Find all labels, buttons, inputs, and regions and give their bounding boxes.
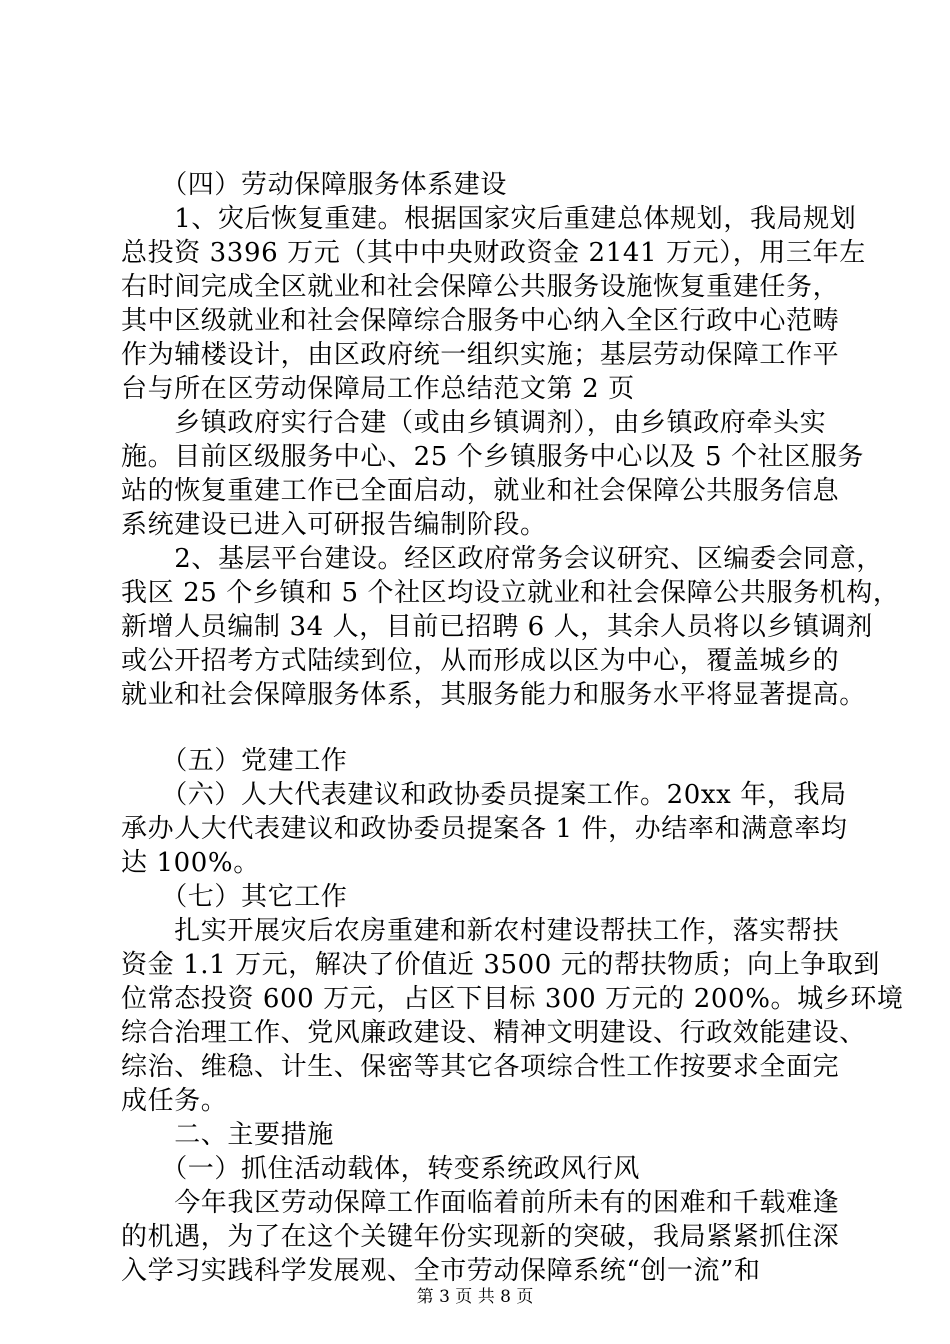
paragraph-line: 右时间完成全区就业和社会保障公共服务设施恢复重建任务， [121,272,840,302]
page-number-label: 第 3 页 共 8 页 [416,1287,534,1307]
heading-main-measures: 二、主要措施 [121,1120,334,1150]
paragraph-line: 的机遇，为了在这个关键年份实现新的突破，我局紧紧抓住深 [121,1222,840,1252]
paragraph-gap [121,712,836,744]
paragraph-line: 就业和社会保障服务体系，其服务能力和服务水平将显著提高。 [121,680,866,710]
heading-activity-carrier: （一）抓住活动载体，转变系统政风行风 [121,1154,641,1184]
paragraph-line: 我区 25 个乡镇和 5 个社区均设立就业和社会保障公共服务机构， [121,578,900,608]
section-1 [121,168,900,712]
paragraph-line: 2、基层平台建设。经区政府常务会议研究、区编委会同意， [121,544,883,574]
paragraph-line: 施。目前区级服务中心、25 个乡镇服务中心以及 5 个社区服务 [121,442,865,472]
paragraph-line: 新增人员编制 34 人，目前已招聘 6 人，其余人员将以乡镇调剂 [121,612,873,642]
paragraph-line: 承办人大代表建议和政协委员提案各 1 件，办结率和满意率均 [121,814,848,844]
paragraph-line: 或公开招考方式陆续到位，从而形成以区为中心，覆盖城乡的 [121,646,840,676]
paragraph-line: 今年我区劳动保障工作面临着前所未有的困难和千载难逢 [121,1188,840,1218]
paragraph-line: 台与所在区劳动保障局工作总结范文第 2 页 [121,374,635,404]
paragraph-line: 综治、维稳、计生、保密等其它各项综合性工作按要求全面完 [121,1052,840,1082]
paragraph-line: 扎实开展灾后农房重建和新农村建设帮扶工作，落实帮扶 [121,916,840,946]
paragraph-line: 成任务。 [121,1086,228,1116]
page-footer [0,1286,950,1308]
heading-labor-service-system: （四）劳动保障服务体系建设 [121,170,508,200]
paragraph-line: 入学习实践科学发展观、全市劳动保障系统“创一流”和 [121,1256,761,1286]
heading-party-building: （五）党建工作 [121,746,348,776]
paragraph-line: 位常态投资 600 万元，占区下目标 300 万元的 200%。城乡环境 [121,984,904,1014]
paragraph-line: 乡镇政府实行合建（或由乡镇调剂），由乡镇政府牵头实 [121,408,827,438]
document-body [121,168,904,1288]
paragraph-line: 系统建设已进入可研报告编制阶段。 [121,510,547,540]
heading-other-work: （七）其它工作 [121,882,348,912]
paragraph-line: 总投资 3396 万元（其中中央财政资金 2141 万元），用三年左 [121,238,866,268]
paragraph-line: 站的恢复重建工作已全面启动，就业和社会保障公共服务信息 [121,476,840,506]
paragraph-line: 达 100%。 [121,848,260,878]
paragraph-line: 1、灾后恢复重建。根据国家灾后重建总体规划，我局规划 [121,204,857,234]
paragraph-line: 其中区级就业和社会保障综合服务中心纳入全区行政中心范畴 [121,306,840,336]
paragraph-line: 综合治理工作、党风廉政建设、精神文明建设、行政效能建设、 [121,1018,866,1048]
section-2 [121,744,904,1288]
paragraph-line: 作为辅楼设计，由区政府统一组织实施；基层劳动保障工作平 [121,340,840,370]
paragraph-line: （六）人大代表建议和政协委员提案工作。20xx 年，我局 [121,780,847,810]
paragraph-line: 资金 1.1 万元，解决了价值近 3500 元的帮扶物质；向上争取到 [121,950,880,980]
